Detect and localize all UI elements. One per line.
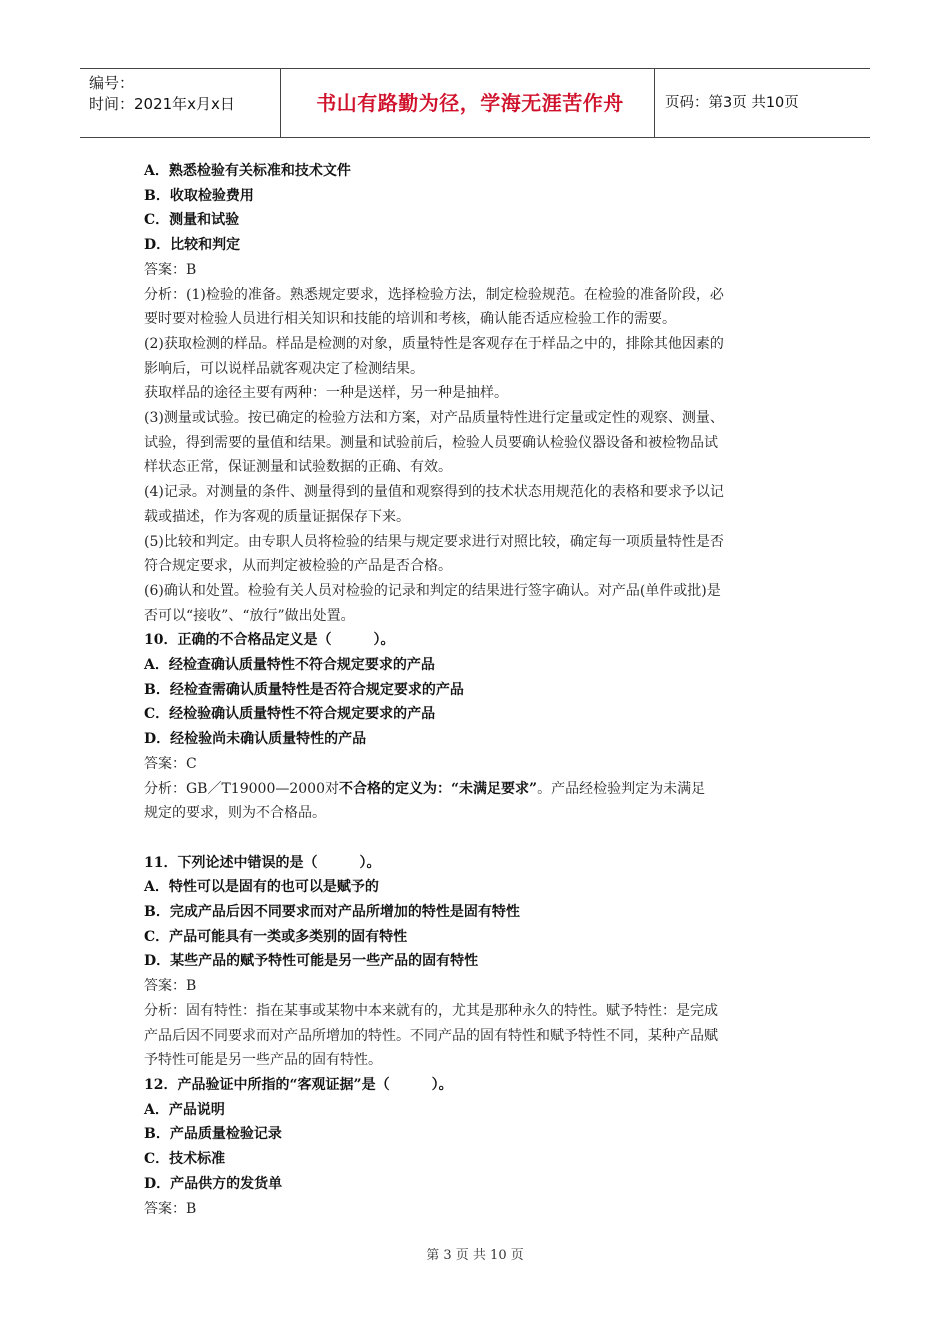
line-text: C．产品可能具有一类或多类别的固有特性 — [144, 928, 408, 945]
line-text: A．经检查确认质量特性不符合规定要求的产品 — [144, 657, 435, 674]
number-label: 编号： — [89, 74, 135, 92]
question-line — [144, 653, 808, 678]
line-text: C．经检验确认质量特性不符合规定要求的产品 — [144, 706, 436, 723]
line-text: A．产品说明 — [144, 1101, 225, 1118]
line-text: 答案：C — [144, 755, 197, 772]
line-text: 符合规定要求，从而判定被检验的产品是否合格。 — [144, 558, 452, 575]
text-line — [144, 307, 808, 332]
question-line — [144, 159, 808, 184]
text-line — [144, 974, 808, 999]
text-line — [144, 1197, 808, 1222]
header-meta — [89, 73, 235, 115]
line-text: (4)记录。对测量的条件、测量得到的量值和观察得到的技术状态用规范化的表格和要求予以记 — [144, 484, 724, 501]
line-text: D．比较和判定 — [144, 237, 241, 254]
text-line — [144, 332, 808, 357]
question-line — [144, 1147, 808, 1172]
text-line — [144, 431, 808, 456]
line-text: (2)获取检测的样品。样品是检测的对象，质量特性是客观存在于样品之中的，排除其他因素的 — [144, 335, 724, 352]
line-text: B．收取检验费用 — [144, 187, 254, 204]
text-line — [144, 1048, 808, 1073]
line-text: 11．下列论述中错误的是（ ）。 — [144, 854, 381, 871]
text-line — [144, 283, 808, 308]
line-text: 分析：GB／T19000—2000对 — [144, 780, 339, 797]
line-text: 答案：B — [144, 978, 197, 995]
line-text: 否可以“接收”、“放行”做出处置。 — [144, 607, 355, 624]
text-line — [144, 999, 808, 1024]
question-line — [144, 702, 808, 727]
question-line — [144, 875, 808, 900]
line-text: 获取样品的途径主要有两种：一种是送样，另一种是抽样。 — [144, 385, 508, 402]
line-text: D．某些产品的赋予特性可能是另一些产品的固有特性 — [144, 953, 479, 970]
text-line — [144, 480, 808, 505]
page-header — [80, 68, 870, 138]
question-line — [144, 851, 808, 876]
question-line — [144, 208, 808, 233]
text-line — [144, 752, 808, 777]
question-line — [144, 727, 808, 752]
line-text: C．技术标准 — [144, 1151, 226, 1168]
line-text: 载或描述，作为客观的质量证据保存下来。 — [144, 508, 410, 525]
question-line — [144, 1073, 808, 1098]
document-body — [144, 159, 808, 1221]
text-line — [144, 777, 808, 802]
blank-line — [144, 826, 808, 851]
text-line — [144, 258, 808, 283]
question-line — [144, 233, 808, 258]
line-text: 分析：固有特性：指在某事或某物中本来就有的，尤其是那种永久的特性。赋予特性：是完成 — [144, 1002, 718, 1019]
text-line — [144, 801, 808, 826]
line-text: (3)测量或试验。按已确定的检验方法和方案，对产品质量特性进行定量或定性的观察、测量、 — [144, 410, 724, 427]
text-line — [144, 455, 808, 480]
time-label: 时间：2021年x月x日 — [89, 95, 235, 113]
header-page-info: 页码：第3页 共10页 — [665, 95, 799, 111]
line-text: 答案：B — [144, 261, 197, 278]
question-line — [144, 900, 808, 925]
text-line — [144, 505, 808, 530]
line-text: 产品后因不同要求而对产品所增加的特性。不同产品的固有特性和赋予特性不同，某种产品赋 — [144, 1027, 718, 1044]
line-text: A．熟悉检验有关标准和技术文件 — [144, 163, 351, 179]
line-text: 答案：B — [144, 1200, 197, 1217]
line-text: 规定的要求，则为不合格品。 — [144, 805, 326, 822]
text-line — [144, 530, 808, 555]
text-line — [144, 381, 808, 406]
question-line — [144, 949, 808, 974]
line-text: 分析：(1)检验的准备。熟悉规定要求，选择检验方法，制定检验规范。在检验的准备阶段，必 — [144, 286, 724, 303]
line-text: 试验，得到需要的量值和结果。测量和试验前后，检验人员要确认检验仪器设备和被检物品试 — [144, 434, 718, 451]
line-text: 10．正确的不合格品定义是（ ）。 — [144, 632, 395, 649]
text-line — [144, 357, 808, 382]
line-text-rest: 。产品经检验判定为未满足 — [537, 780, 706, 797]
question-line — [144, 1098, 808, 1123]
line-text: 影响后，可以说样品就客观决定了检测结果。 — [144, 360, 424, 377]
question-line — [144, 678, 808, 703]
question-line — [144, 628, 808, 653]
line-text: C．测量和试验 — [144, 212, 240, 229]
question-line — [144, 184, 808, 209]
line-text: 予特性可能是另一些产品的固有特性。 — [144, 1052, 382, 1069]
line-text: (6)确认和处置。检验有关人员对检验的记录和判定的结果进行签字确认。对产品(单件或批)是 — [144, 582, 721, 599]
header-motto: 书山有路勤为径，学海无涯苦作舟 — [316, 91, 624, 115]
line-text: B．产品质量检验记录 — [144, 1126, 282, 1143]
line-text: 12．产品验证中所指的“客观证据”是（ ）。 — [144, 1077, 453, 1093]
line-text: A．特性可以是固有的也可以是赋予的 — [144, 879, 379, 896]
text-line — [144, 579, 808, 604]
line-text: D．经检验尚未确认质量特性的产品 — [144, 731, 367, 748]
line-text: D．产品供方的发货单 — [144, 1175, 283, 1192]
question-line — [144, 1172, 808, 1197]
line-text: B．经检查需确认质量特性是否符合规定要求的产品 — [144, 681, 464, 698]
line-text: B．完成产品后因不同要求而对产品所增加的特性是固有特性 — [144, 904, 520, 921]
page-footer: 第 3 页 共 10 页 — [426, 1248, 524, 1263]
line-text: 样状态正常，保证测量和试验数据的正确、有效。 — [144, 459, 452, 476]
header-divider — [280, 69, 281, 137]
line-text: 要时要对检验人员进行相关知识和技能的培训和考核，确认能否适应检验工作的需要。 — [144, 311, 676, 328]
line-text: (5)比较和判定。由专职人员将检验的结果与规定要求进行对照比较，确定每一项质量特性是否 — [144, 533, 724, 550]
question-line — [144, 925, 808, 950]
text-line — [144, 406, 808, 431]
text-line — [144, 604, 808, 629]
text-line — [144, 554, 808, 579]
question-line — [144, 1122, 808, 1147]
emphasis-text: 不合格的定义为：“未满足要求” — [338, 780, 538, 797]
text-line — [144, 1024, 808, 1049]
